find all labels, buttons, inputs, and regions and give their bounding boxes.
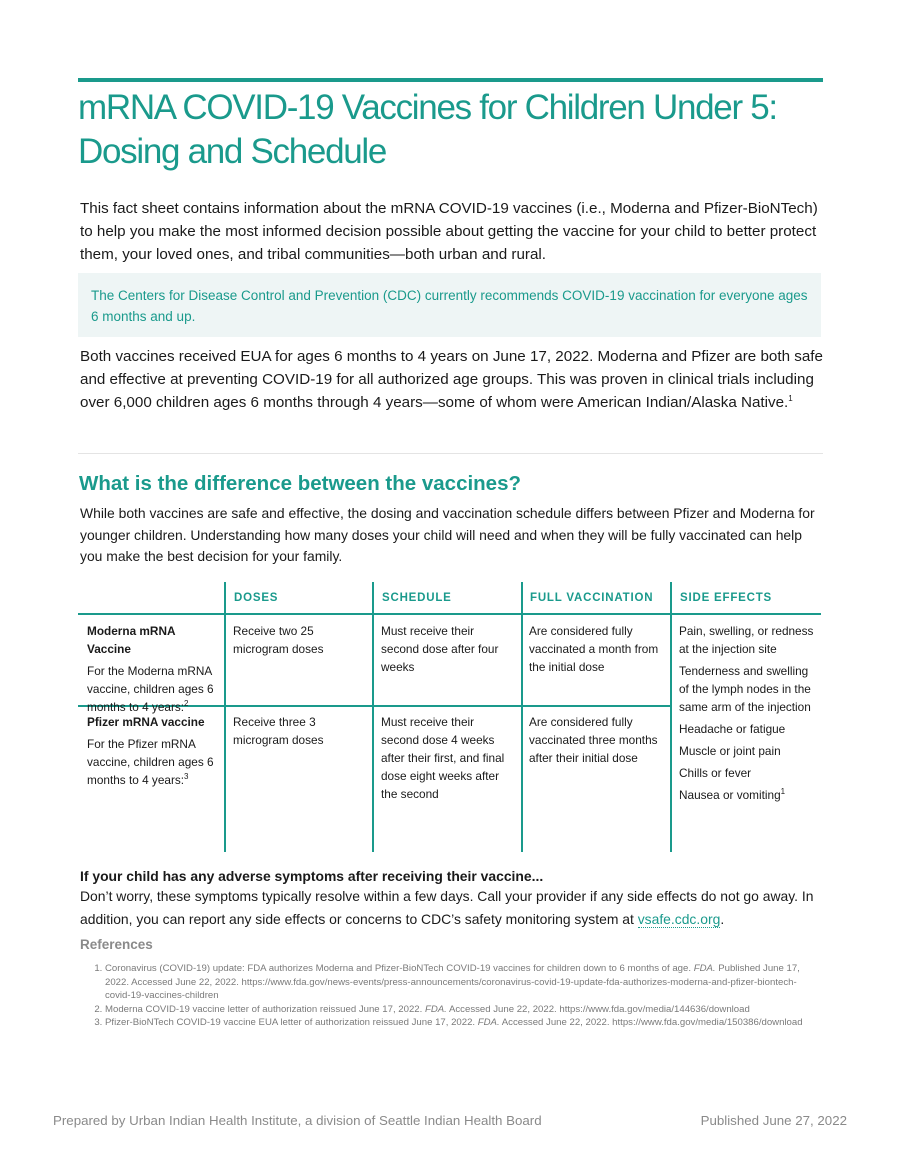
table-divider xyxy=(372,582,374,852)
reference-source: FDA. xyxy=(477,1017,500,1028)
side-effect-item: Headache or fatigue xyxy=(679,722,786,736)
side-effects-footnote: 1 xyxy=(780,787,786,797)
table-divider xyxy=(521,582,523,852)
reference-item xyxy=(105,1016,820,1030)
pfizer-full-vaccination: Are considered fully vaccinated three months after their initial dose xyxy=(529,715,658,765)
table-header-rule xyxy=(78,613,821,615)
row-description: For the Pfizer mRNA vaccine, children ages 6 months to 4 years: xyxy=(87,737,214,787)
header-doses: DOSES xyxy=(234,592,279,604)
eua-footnote: 1 xyxy=(788,393,793,403)
section-heading: What is the difference between the vaccines? xyxy=(79,472,522,495)
reference-source: FDA. xyxy=(693,963,716,974)
row-description: For the Moderna mRNA vaccine, children ages 6 months to 4 years: xyxy=(87,664,214,714)
reference-title: Pfizer-BioNTech COVID-19 vaccine EUA letter of authorization reissued June 17, 2022. xyxy=(105,1017,476,1028)
footer-prepared-by: Prepared by Urban Indian Health Institute, a division of Seattle Indian Health Board xyxy=(53,1113,542,1128)
side-effect-item: Muscle or joint pain xyxy=(679,744,781,758)
footer-published-date: Published June 27, 2022 xyxy=(700,1113,847,1128)
reference-title: Moderna COVID-19 vaccine letter of authorization reissued June 17, 2022. xyxy=(105,1003,423,1015)
table-divider xyxy=(224,582,226,852)
cdc-callout-box xyxy=(78,273,821,337)
row-title: Pfizer mRNA vaccine xyxy=(87,715,205,729)
section-divider xyxy=(78,453,823,454)
reference-details: Published June 17, 2022. Accessed June 22, 2022. https://www.fda.gov/news-events/press-announcements/coronavirus-covid-19-update-fda-authorizes-moderna-and-pfizer-biontech-covid-19-vaccines-children xyxy=(105,963,800,1001)
references-heading: References xyxy=(80,937,153,952)
section-paragraph: While both vaccines are safe and effective, the dosing and vaccination schedule differs between Pfizer and Moderna for younger children. Understanding how many doses your child will need and when they will be fully vaccinated can help you make the best decision for your family. xyxy=(80,505,815,565)
pfizer-doses: Receive three 3 microgram doses xyxy=(233,715,324,747)
side-effect-item: Tenderness and swelling of the lymph nodes in the same arm of the injection xyxy=(679,664,811,714)
page-title xyxy=(78,86,838,174)
moderna-schedule: Must receive their second dose after four weeks xyxy=(381,624,499,674)
side-effect-item: Chills or fever xyxy=(679,766,752,780)
adverse-text: Don’t worry, these symptoms typically resolve within a few days. Call your provider if any side effects do not go away. In addition, you can report any side effects or concerns to CDC’s safety monitoring system at xyxy=(80,888,814,927)
eua-paragraph xyxy=(80,345,825,414)
adverse-end: . xyxy=(720,911,725,927)
references-list xyxy=(80,962,820,1030)
vaccine-comparison-table xyxy=(78,582,821,852)
moderna-doses: Receive two 25 microgram doses xyxy=(233,624,324,656)
row-title: Moderna mRNA Vaccine xyxy=(87,624,176,656)
header-side-effects: SIDE EFFECTS xyxy=(680,592,773,604)
reference-item xyxy=(105,962,820,1003)
moderna-full-vaccination: Are considered fully vaccinated a month from the initial dose xyxy=(529,624,659,674)
reference-details: Accessed June 22, 2022. https://www.fda.gov/media/144636/download xyxy=(448,1003,750,1015)
row-footnote: 2 xyxy=(184,699,189,709)
side-effect-item xyxy=(679,786,817,804)
vsafe-link[interactable]: vsafe.cdc.org xyxy=(637,911,721,927)
intro-paragraph: This fact sheet contains information about the mRNA COVID-19 vaccines (i.e., Moderna and Pfizer-BioNTech) to help you make the most informed decision possible about getting the vaccine for your child to better protect them, your loved ones, and tribal communities—both urban and rural. xyxy=(80,200,818,263)
title-line-2: Dosing and Schedule xyxy=(78,132,387,171)
eua-text: Both vaccines received EUA for ages 6 months to 4 years on June 17, 2022. Moderna and Pfizer are both safe and effective at preventing COVID-19 for all authorized age groups. This was proven in clinical trials including over 6,000 children ages 6 months through 4 years—some of whom were American Indian/Alaska Native. xyxy=(80,348,823,411)
callout-text: The Centers for Disease Control and Prevention (CDC) currently recommends COVID-19 vaccination for everyone ages 6 months and up. xyxy=(91,288,808,324)
adverse-paragraph xyxy=(80,885,830,931)
row-footnote: 3 xyxy=(184,772,189,782)
header-full-vaccination: FULL VACCINATION xyxy=(530,592,654,604)
reference-source: FDA. xyxy=(424,1003,447,1015)
header-schedule: SCHEDULE xyxy=(382,592,452,604)
adverse-heading: If your child has any adverse symptoms after receiving their vaccine... xyxy=(80,868,544,884)
side-effects-list xyxy=(679,622,817,808)
row-label-pfizer xyxy=(87,713,221,789)
top-accent-rule xyxy=(78,78,823,82)
reference-title: Coronavirus (COVID-19) update: FDA authorizes Moderna and Pfizer-BioNTech COVID-19 vaccines for children down to 6 months of age. xyxy=(105,963,692,974)
pfizer-schedule: Must receive their second dose 4 weeks after their first, and final dose eight weeks after the second xyxy=(381,715,505,801)
side-effect-text: Nausea or vomiting xyxy=(679,788,781,802)
table-divider xyxy=(670,582,672,852)
side-effect-item: Pain, swelling, or redness at the injection site xyxy=(679,624,814,656)
reference-item xyxy=(105,1003,820,1017)
title-line-1: mRNA COVID-19 Vaccines for Children Under 5: xyxy=(78,88,777,127)
row-label-moderna xyxy=(87,622,221,716)
reference-details: Accessed June 22, 2022. https://www.fda.gov/media/150386/download xyxy=(501,1017,803,1028)
